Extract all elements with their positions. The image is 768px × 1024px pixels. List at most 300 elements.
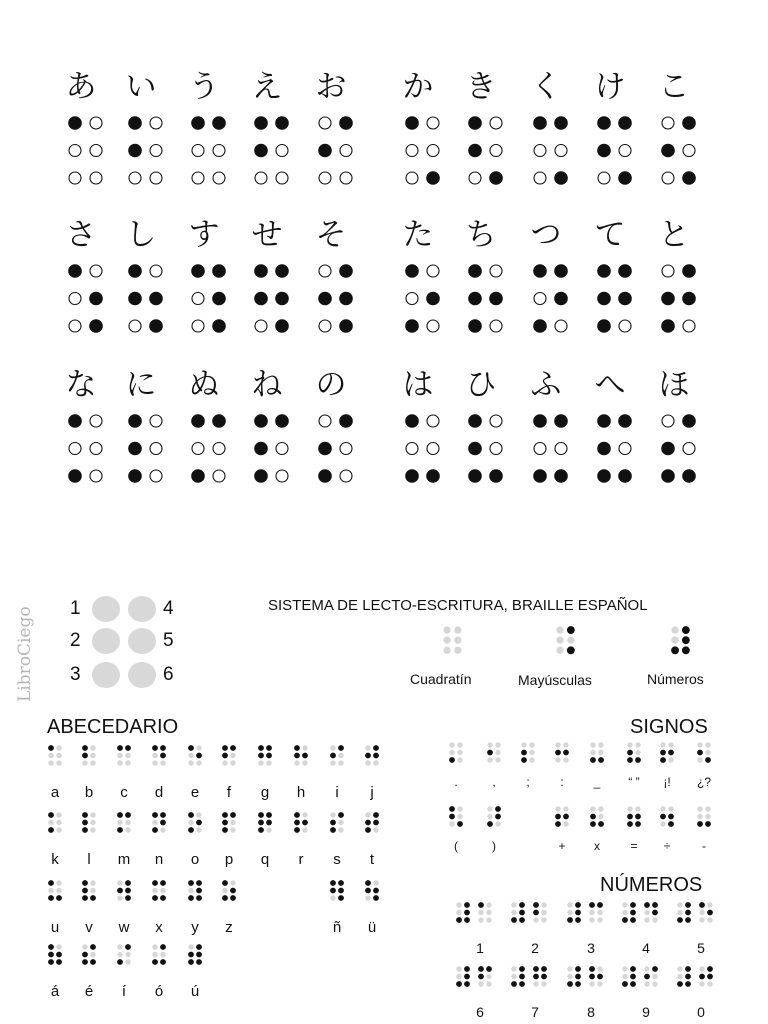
raised-dot: [82, 820, 88, 826]
flat-dot: [213, 145, 225, 157]
flat-dot: [230, 753, 235, 758]
raised-dot: [56, 959, 62, 965]
flat-dot: [478, 917, 483, 922]
raised-dot: [68, 469, 82, 483]
raised-dot: [685, 966, 691, 972]
letter-braille-cell: [48, 880, 70, 908]
flat-dot: [598, 172, 610, 184]
indicator-cell: [671, 626, 701, 664]
sign-label: +: [558, 839, 566, 853]
raised-dot: [597, 116, 611, 130]
flat-dot: [340, 443, 352, 455]
raised-dot: [533, 264, 547, 278]
raised-dot: [644, 974, 650, 980]
flat-dot: [48, 820, 53, 825]
letter-label: í: [121, 983, 127, 1000]
raised-dot: [563, 750, 569, 756]
kana-braille-cell: [405, 414, 445, 484]
raised-dot: [635, 757, 641, 763]
raised-dot: [90, 944, 96, 950]
flat-dot: [487, 742, 492, 747]
letter-braille-cell: [222, 812, 244, 840]
cell-number-4: 4: [163, 598, 174, 619]
raised-dot: [294, 745, 300, 751]
raised-dot: [373, 888, 379, 894]
raised-dot: [48, 880, 54, 886]
raised-dot: [82, 812, 88, 818]
raised-dot: [590, 814, 596, 820]
flat-dot: [90, 145, 102, 157]
watermark-text: LibroCiego: [15, 606, 35, 702]
raised-dot: [554, 264, 568, 278]
raised-dot: [330, 753, 336, 759]
raised-dot: [495, 814, 501, 820]
raised-dot: [405, 319, 419, 333]
flat-dot: [521, 742, 526, 747]
raised-dot: [222, 812, 228, 818]
letter-braille-cell: [188, 812, 210, 840]
raised-dot: [128, 292, 142, 306]
flat-dot: [319, 172, 331, 184]
flat-dot: [125, 952, 130, 957]
raised-dot: [48, 952, 54, 958]
raised-dot: [365, 820, 371, 826]
raised-dot: [188, 895, 194, 901]
raised-dot: [478, 974, 484, 980]
flat-dot: [705, 742, 710, 747]
kana-character: ほ: [658, 367, 690, 403]
raised-dot: [48, 944, 54, 950]
flat-dot: [406, 443, 418, 455]
raised-dot: [618, 171, 632, 185]
letter-braille-cell: [330, 745, 352, 773]
raised-dot: [365, 827, 371, 833]
flat-dot: [590, 806, 595, 811]
raised-dot: [82, 745, 88, 751]
flat-dot: [340, 470, 352, 482]
raised-dot: [677, 917, 683, 923]
flat-dot: [511, 910, 516, 915]
raised-dot: [555, 814, 561, 820]
raised-dot: [468, 264, 482, 278]
letter-label: ñ: [332, 919, 342, 936]
kana-braille-cell: [661, 414, 701, 484]
raised-dot: [682, 626, 690, 634]
flat-dot: [56, 944, 61, 949]
kana-character: せ: [251, 217, 283, 253]
raised-dot: [212, 116, 226, 130]
flat-dot: [619, 320, 631, 332]
flat-dot: [644, 966, 649, 971]
raised-dot: [652, 902, 658, 908]
raised-dot: [464, 902, 470, 908]
flat-dot: [635, 750, 640, 755]
flat-dot: [406, 145, 418, 157]
raised-dot: [697, 750, 703, 756]
flat-dot: [671, 626, 678, 633]
letter-braille-cell: [117, 880, 139, 908]
flat-dot: [590, 742, 595, 747]
raised-dot: [660, 750, 666, 756]
flat-dot: [699, 910, 704, 915]
flat-dot: [90, 172, 102, 184]
flat-dot: [662, 117, 674, 129]
raised-dot: [152, 959, 158, 965]
flat-dot: [150, 265, 162, 277]
flat-dot: [69, 145, 81, 157]
raised-dot: [338, 888, 344, 894]
raised-dot: [266, 745, 272, 751]
kana-braille-cell: [318, 414, 358, 484]
flat-dot: [302, 827, 307, 832]
kana-character: つ: [530, 217, 562, 253]
raised-dot: [707, 966, 713, 972]
flat-dot: [82, 760, 87, 765]
raised-dot: [68, 264, 82, 278]
flat-dot: [125, 760, 130, 765]
flat-dot: [490, 443, 502, 455]
raised-dot: [254, 264, 268, 278]
letter-label: z: [225, 919, 233, 936]
flat-dot: [563, 821, 568, 826]
digit-braille-cell: [644, 966, 666, 994]
digit-braille-cell: [533, 902, 555, 930]
raised-dot: [230, 895, 236, 901]
flat-dot: [449, 750, 454, 755]
flat-dot: [556, 637, 563, 644]
raised-dot: [330, 880, 336, 886]
raised-dot: [597, 442, 611, 456]
flat-dot: [622, 910, 627, 915]
raised-dot: [652, 910, 658, 916]
letter-label: ü: [367, 919, 377, 936]
raised-dot: [160, 753, 166, 759]
flat-dot: [117, 895, 122, 900]
flat-dot: [699, 966, 704, 971]
kana-character: ね: [251, 367, 283, 403]
flat-dot: [556, 647, 563, 654]
flat-dot: [188, 888, 193, 893]
raised-dot: [668, 814, 674, 820]
raised-dot: [682, 646, 690, 654]
flat-dot: [56, 820, 61, 825]
kana-braille-cell: [191, 414, 231, 484]
raised-dot: [554, 469, 568, 483]
kana-braille-cell: [405, 116, 445, 186]
flat-dot: [150, 415, 162, 427]
indicator-label-mayusculas: Mayúsculas: [518, 672, 592, 688]
raised-dot: [152, 812, 158, 818]
letter-braille-cell: [294, 812, 316, 840]
flat-dot: [56, 812, 61, 817]
raised-dot: [589, 902, 595, 908]
raised-dot: [48, 895, 54, 901]
sign-braille-cell: [555, 806, 577, 834]
raised-dot: [222, 895, 228, 901]
flat-dot: [406, 293, 418, 305]
kana-character: あ: [65, 69, 97, 105]
letter-label: t: [369, 851, 375, 868]
flat-dot: [406, 172, 418, 184]
raised-dot: [258, 753, 264, 759]
number-sign-cell: [567, 966, 589, 994]
raised-dot: [457, 821, 463, 827]
number-sign-cell: [511, 966, 533, 994]
raised-dot: [685, 917, 691, 923]
raised-dot: [117, 888, 123, 894]
letter-label: p: [224, 851, 234, 868]
raised-dot: [661, 319, 675, 333]
raised-dot: [82, 880, 88, 886]
kana-braille-cell: [191, 116, 231, 186]
flat-dot: [302, 745, 307, 750]
raised-dot: [519, 902, 525, 908]
raised-dot: [519, 910, 525, 916]
raised-dot: [254, 414, 268, 428]
raised-dot: [196, 952, 202, 958]
flat-dot: [150, 117, 162, 129]
raised-dot: [464, 917, 470, 923]
raised-dot: [48, 812, 54, 818]
cell-dot-4: [128, 596, 156, 622]
raised-dot: [567, 646, 575, 654]
raised-dot: [489, 171, 503, 185]
raised-dot: [405, 116, 419, 130]
raised-dot: [521, 757, 527, 763]
digit-label: 3: [587, 940, 595, 956]
flat-dot: [541, 910, 546, 915]
flat-dot: [152, 820, 157, 825]
flat-dot: [486, 974, 491, 979]
raised-dot: [90, 895, 96, 901]
flat-dot: [150, 145, 162, 157]
raised-dot: [671, 646, 679, 654]
digit-braille-cell: [644, 902, 666, 930]
kana-character: ふ: [530, 367, 562, 403]
cell-dot-5: [128, 628, 156, 654]
raised-dot: [117, 745, 123, 751]
raised-dot: [630, 917, 636, 923]
raised-dot: [212, 414, 226, 428]
raised-dot: [339, 414, 353, 428]
raised-dot: [258, 812, 264, 818]
raised-dot: [68, 414, 82, 428]
flat-dot: [563, 757, 568, 762]
kana-braille-cell: [318, 116, 358, 186]
flat-dot: [152, 888, 157, 893]
flat-dot: [90, 415, 102, 427]
kana-braille-cell: [468, 264, 508, 334]
kana-character: い: [125, 69, 157, 105]
raised-dot: [254, 144, 268, 158]
flat-dot: [454, 637, 461, 644]
flat-dot: [152, 944, 157, 949]
raised-dot: [48, 745, 54, 751]
raised-dot: [222, 880, 228, 886]
raised-dot: [82, 952, 88, 958]
flat-dot: [487, 814, 492, 819]
raised-dot: [258, 745, 264, 751]
digit-label: 7: [531, 1004, 539, 1020]
cell-dot-3: [92, 662, 120, 688]
raised-dot: [365, 880, 371, 886]
raised-dot: [627, 750, 633, 756]
digit-braille-cell: [699, 902, 721, 930]
flat-dot: [622, 966, 627, 971]
flat-dot: [125, 753, 130, 758]
raised-dot: [191, 116, 205, 130]
letter-label: h: [296, 784, 306, 801]
kana-character: は: [402, 367, 434, 403]
flat-dot: [683, 145, 695, 157]
sign-label: .: [454, 775, 458, 789]
kana-braille-cell: [128, 414, 168, 484]
raised-dot: [128, 469, 142, 483]
letter-braille-cell: [294, 745, 316, 773]
raised-dot: [567, 981, 573, 987]
flat-dot: [160, 952, 165, 957]
raised-dot: [188, 827, 194, 833]
flat-dot: [192, 293, 204, 305]
raised-dot: [597, 414, 611, 428]
raised-dot: [627, 757, 633, 763]
raised-dot: [196, 959, 202, 965]
raised-dot: [487, 750, 493, 756]
raised-dot: [117, 959, 123, 965]
flat-dot: [563, 742, 568, 747]
raised-dot: [128, 116, 142, 130]
flat-dot: [662, 172, 674, 184]
raised-dot: [567, 917, 573, 923]
raised-dot: [489, 292, 503, 306]
raised-dot: [705, 821, 711, 827]
raised-dot: [222, 753, 228, 759]
number-sign-cell: [677, 966, 699, 994]
kana-braille-cell: [597, 414, 637, 484]
raised-dot: [128, 264, 142, 278]
flat-dot: [598, 742, 603, 747]
raised-dot: [188, 959, 194, 965]
flat-dot: [668, 757, 673, 762]
raised-dot: [275, 292, 289, 306]
raised-dot: [275, 319, 289, 333]
letter-braille-cell: [82, 880, 104, 908]
flat-dot: [555, 742, 560, 747]
sign-braille-cell: [660, 806, 682, 834]
raised-dot: [554, 292, 568, 306]
flat-dot: [319, 265, 331, 277]
raised-dot: [668, 750, 674, 756]
raised-dot: [682, 116, 696, 130]
letter-label: u: [50, 919, 60, 936]
raised-dot: [468, 144, 482, 158]
flat-dot: [541, 981, 546, 986]
raised-dot: [575, 902, 581, 908]
raised-dot: [597, 469, 611, 483]
kana-character: け: [594, 69, 626, 105]
raised-dot: [635, 814, 641, 820]
raised-dot: [699, 974, 705, 980]
letter-label: j: [370, 784, 374, 801]
number-sign-cell: [622, 966, 644, 994]
letter-label: y: [191, 919, 199, 936]
raised-dot: [521, 750, 527, 756]
letter-label: c: [120, 784, 128, 801]
letter-braille-cell: [117, 812, 139, 840]
raised-dot: [597, 974, 603, 980]
raised-dot: [128, 414, 142, 428]
kana-braille-cell: [468, 116, 508, 186]
kana-character: と: [658, 217, 690, 253]
raised-dot: [294, 827, 300, 833]
flat-dot: [125, 827, 130, 832]
flat-dot: [490, 117, 502, 129]
raised-dot: [652, 966, 658, 972]
flat-dot: [48, 888, 53, 893]
raised-dot: [575, 974, 581, 980]
flat-dot: [534, 172, 546, 184]
raised-dot: [48, 959, 54, 965]
flat-dot: [644, 910, 649, 915]
kana-braille-cell: [597, 116, 637, 186]
sign-braille-cell: [697, 806, 719, 834]
letter-braille-cell: [188, 880, 210, 908]
raised-dot: [456, 981, 462, 987]
flat-dot: [486, 910, 491, 915]
raised-dot: [685, 974, 691, 980]
raised-dot: [266, 812, 272, 818]
flat-dot: [90, 470, 102, 482]
raised-dot: [575, 981, 581, 987]
raised-dot: [511, 981, 517, 987]
raised-dot: [590, 757, 596, 763]
raised-dot: [254, 116, 268, 130]
flat-dot: [487, 806, 492, 811]
kana-character: へ: [594, 367, 626, 403]
raised-dot: [519, 917, 525, 923]
sign-braille-cell: [660, 742, 682, 770]
raised-dot: [555, 750, 561, 756]
flat-dot: [705, 814, 710, 819]
raised-dot: [339, 292, 353, 306]
raised-dot: [590, 821, 596, 827]
flat-dot: [427, 443, 439, 455]
kana-character: う: [188, 69, 220, 105]
flat-dot: [495, 750, 500, 755]
flat-dot: [56, 760, 61, 765]
letter-braille-cell: [117, 745, 139, 773]
raised-dot: [338, 812, 344, 818]
kana-braille-cell: [533, 414, 573, 484]
raised-dot: [541, 966, 547, 972]
raised-dot: [82, 959, 88, 965]
raised-dot: [554, 171, 568, 185]
flat-dot: [340, 172, 352, 184]
sign-braille-cell: [487, 806, 509, 834]
cell-number-3: 3: [70, 664, 81, 685]
flat-dot: [365, 895, 370, 900]
flat-dot: [456, 966, 461, 971]
raised-dot: [82, 888, 88, 894]
raised-dot: [128, 144, 142, 158]
sign-label: ¡!: [663, 775, 671, 789]
flat-dot: [622, 974, 627, 979]
flat-dot: [90, 880, 95, 885]
cell-number-5: 5: [163, 630, 174, 651]
flat-dot: [276, 470, 288, 482]
letter-braille-cell: [222, 745, 244, 773]
flat-dot: [230, 827, 235, 832]
